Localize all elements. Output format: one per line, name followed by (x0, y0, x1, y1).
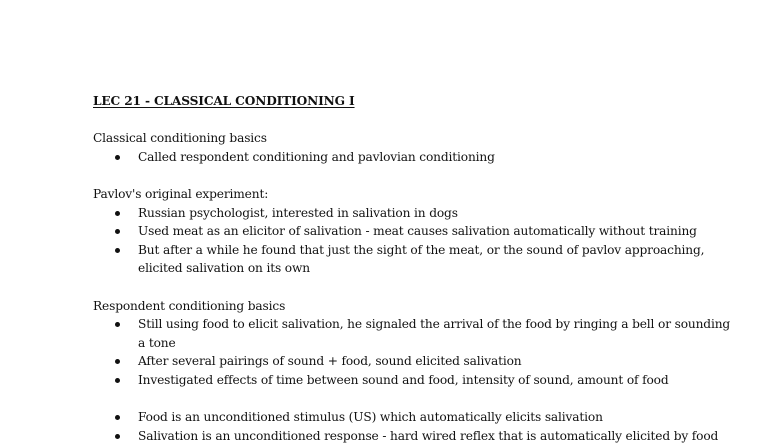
section-heading: Pavlov's original experiment: (93, 186, 269, 201)
bullet-text: Food is an unconditioned stimulus (US) which automatically elicits salivation (138, 410, 603, 425)
bullet-dot-icon (115, 378, 120, 383)
bullet-text: After several pairings of sound + food, sound elicited salivation (138, 354, 522, 369)
spacer (93, 111, 733, 130)
bullet-text: Salivation is an unconditioned response - hard wired reflex that is automatically elicited by food (138, 428, 719, 443)
bullet-list (93, 315, 733, 389)
bullet-item (93, 352, 733, 371)
bullet-dot-icon (115, 211, 120, 216)
bullet-text: Russian psychologist, interested in salivation in dogs (138, 205, 458, 220)
bullet-item (93, 315, 733, 352)
bullet-dot-icon (115, 229, 120, 234)
bullet-dot-icon (115, 322, 120, 327)
bullet-list (93, 204, 733, 278)
bullet-dot-icon (115, 155, 120, 160)
section-heading: Respondent conditioning basics (93, 298, 286, 313)
spacer (93, 390, 733, 409)
lecture-title: LEC 21 - CLASSICAL CONDITIONING I (93, 94, 355, 108)
spacer (93, 278, 733, 297)
bullet-dot-icon (115, 415, 120, 420)
document-content (93, 92, 733, 445)
spacer (93, 166, 733, 185)
bullet-item (93, 371, 733, 390)
bullet-item (93, 408, 733, 427)
bullet-text: Still using food to elicit salivation, he signaled the arrival of the food by ringing a bell or sounding a tone (138, 317, 731, 350)
bullet-dot-icon (115, 359, 120, 364)
bullet-item (93, 204, 733, 223)
bullet-item (93, 427, 733, 445)
bullet-text: Used meat as an elicitor of salivation - meat causes salivation automatically without training (138, 224, 697, 239)
bullet-item (93, 148, 733, 167)
bullet-list (93, 148, 733, 167)
section-heading: Classical conditioning basics (93, 131, 267, 146)
bullet-item (93, 241, 733, 278)
bullet-text: But after a while he found that just the sight of the meat, or the sound of pavlov approaching, elicited salivation on its own (138, 242, 705, 276)
bullet-dot-icon (115, 434, 120, 439)
bullet-list (93, 408, 733, 445)
bullet-dot-icon (115, 248, 120, 253)
bullet-text: Called respondent conditioning and pavlovian conditioning (138, 149, 495, 164)
bullet-item (93, 222, 733, 241)
bullet-text: Investigated effects of time between sound and food, intensity of sound, amount of food (138, 372, 669, 387)
